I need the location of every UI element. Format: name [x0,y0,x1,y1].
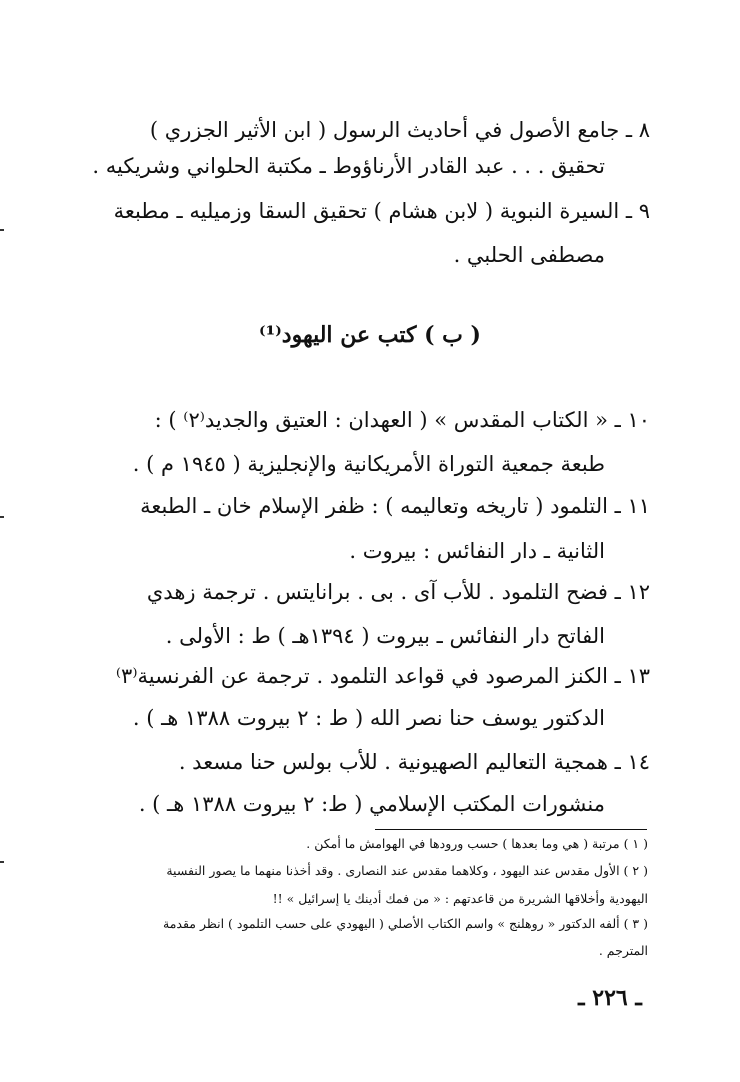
entry-14-line-1: ١٤ ـ همجية التعاليم الصهيونية . للأب بولس حنا مسعد . [178,750,650,774]
entry-11-line-1: ١١ ـ التلمود ( تاريخه وتعاليمه ) : ظفر الإسلام خان ـ الطبعة [140,494,650,518]
footnote-2-continued: اليهودية وأخلاقها الشريرة من قاعدتهم : « من فمك أدينك يا إسرائيل » !! [272,891,648,906]
entry-12-line-2: الفاتح دار النفائس ـ بيروت ( ١٣٩٤هـ ) ط : الأولى . [165,624,605,648]
footnote-3: ( ٣ ) ألفه الدكتور « روهلنج » واسم الكتاب الأصلي ( اليهودي على حسب التلمود ) انظر مقدمة [163,916,648,931]
entry-10-line-1: ١٠ ـ « الكتاب المقدس » ( العهدان : العتيق والجديد⁽٢⁾ ) : [154,408,650,432]
footnote-2: ( ٢ ) الأول مقدس عند اليهود ، وكلاهما مقدس عند النصارى . وقد أخذنا منهما ما يصور النفسية [166,863,648,878]
entry-13-line-2: الدكتور يوسف حنا نصر الله ( ط : ٢ بيروت ١٣٨٨ هـ ) . [132,706,605,730]
footnote-1: ( ١ ) مرتبة ( هي وما بعدها ) حسب ورودها في الهوامش ما أمكن . [306,836,648,851]
page-number: ـ ٢٢٦ ـ [578,985,642,1011]
entry-10-line-2: طبعة جمعية التوراة الأمريكانية والإنجليزية ( ١٩٤٥ م ) . [132,452,605,476]
footnote-divider [375,829,647,830]
margin-mark [0,516,4,518]
entry-11-line-2: الثانية ـ دار النفائس : بيروت . [349,539,605,563]
section-heading: ( ب ) كتب عن اليهود⁽¹⁾ [259,322,481,348]
entry-8-line-2: تحقيق . . . عبد القادر الأرناؤوط ـ مكتبة الحلواني وشريكيه . [92,154,605,178]
footnote-3-continued: المترجم . [598,943,648,958]
entry-9-line-1: ٩ ـ السيرة النبوية ( لابن هشام ) تحقيق السقا وزميليه ـ مطبعة [113,199,650,223]
entry-8-line-1: ٨ ـ جامع الأصول في أحاديث الرسول ( ابن الأثير الجزري ) [149,118,650,142]
entry-12-line-1: ١٢ ـ فضح التلمود . للأب آى . بى . برانايتس . ترجمة زهدي [146,580,650,604]
entry-14-line-2: منشورات المكتب الإسلامي ( ط: ٢ بيروت ١٣٨٨ هـ ) . [138,792,605,816]
margin-mark [0,861,4,863]
entry-9-line-2: مصطفى الحلبي . [453,243,605,267]
entry-13-line-1: ١٣ ـ الكنز المرصود في قواعد التلمود . ترجمة عن الفرنسية⁽٣⁾ [115,664,650,688]
margin-mark [0,229,4,231]
